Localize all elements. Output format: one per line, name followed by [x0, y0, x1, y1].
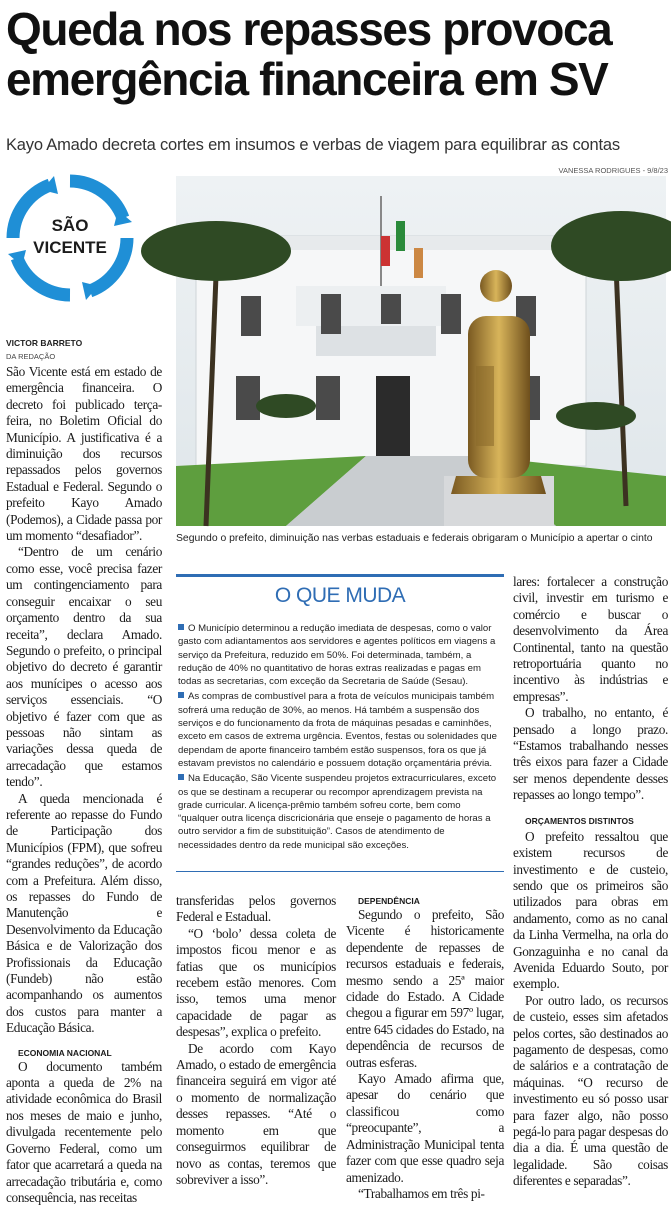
- box-bottom-rule: [176, 871, 504, 872]
- bullet-square-icon: [178, 692, 184, 698]
- paragraph: “O ‘bolo’ dessa coleta de impostos ficou menor e as fatias que os municípios recebem estão menores. Com isso, temos uma menor capacidade de pagar as despesas”, explica o prefeito.: [176, 925, 336, 1040]
- box-top-rule: [176, 574, 504, 577]
- paragraph: O documento também aponta a queda de 2% na atividade econômica do Brasil nos meses de maio e junho, divulgada recentemente pelo Governo Federal, como um fator que acarretará a queda na arrecadação tributária e, como consequência, nas receitas: [6, 1058, 162, 1205]
- article-column-1: [6, 364, 162, 1205]
- paragraph: A queda mencionada é referente ao repasse do Fundo de Participação dos Municípios (FPM), que sofreu “grandes reduções”, de acordo com a Prefeitura. Além disso, os repasses do Fundo de Manutenção e Desenvolvimento da Educação Básica e de Valorização dos Profissionais da Educação (Fundeb) não estão acompanhando os aumentos dos custos para manter a Educação Básica.: [6, 790, 162, 1036]
- paragraph: “Dentro de um cenário como esse, você precisa fazer um contingenciamento para conseguir encaixar o seu orçamento dentro da sua receita”, declara Amado. Segundo o prefeito, o principal objetivo do decreto é garantir aos munícipes o acesso aos serviços essenciais. “O objetivo é fazer com que as pessoas não sintam as variações dessa queda de arrecadação que estamos tendo”.: [6, 544, 162, 790]
- paragraph: lares: fortalecer a construção civil, investir em turismo e comércio e buscar o desenvolvimento da Área Continental, tanto na questão retroportuária quanto no incentivo às indústrias e empresas”.: [513, 574, 668, 704]
- bullet-square-icon: [178, 774, 184, 780]
- logo-line-2: VICENTE: [33, 238, 107, 257]
- paragraph: Segundo o prefeito, São Vicente é historicamente dependente de repasses de recursos estaduais e federais, mesmo sendo a 25ª maior cidade do Estado. A Cidade chegou a figurar em 597º lugar, entre 645 cidades do Estado, na dependência de recursos de outras esferas.: [346, 907, 504, 1070]
- subheadline: Kayo Amado decreta cortes em insumos e verbas de viagem para equilibrar as contas: [6, 136, 620, 154]
- headline: [6, 4, 668, 104]
- paragraph: “Trabalhamos em três pi-: [358, 1185, 485, 1201]
- headline-line-1: Queda nos repasses provoca: [6, 3, 612, 55]
- section-title: DEPENDÊNCIA: [358, 896, 420, 906]
- paragraph: O trabalho, no entanto, é pensado a longo prazo. “Estamos trabalhando nesses três eixos para fazer a Cidade ser menos dependente desses repasses ao longo tempo”.: [513, 705, 668, 803]
- box-item-text: Na Educação, São Vicente suspendeu projetos extracurriculares, exceto os que se destinam a recuperar ou recompor aprendizagem prevista na grade curricular. A licença-prêmio também sofreu corte, bem como “qualquer outra licença discricionária que enseje o pagamento de horas a outro servidor a fim de substituição”. Casos de atendimento de necessidades dentro da rede municipal são exceções.: [178, 773, 497, 851]
- paragraph: Por outro lado, os recursos de custeio, esses sim afetados pelos cortes, são destinados ao pagamento de despesas, como de salários e a contratação de máquinas. “O recurso de investimento eu só posso usar para fazer algo, não posso pegá-lo para pagar despesas do dia a dia. É uma questão de legalidade. São coisas diferentes e separadas”.: [513, 992, 668, 1189]
- byline-author: VICTOR BARRETO: [6, 338, 83, 348]
- box-item: [178, 772, 502, 852]
- box-item: [178, 622, 502, 688]
- headline-line-2: emergência financeira em SV: [6, 53, 608, 105]
- box-title: O QUE MUDA: [274, 584, 406, 607]
- photo-caption: Segundo o prefeito, diminuição nas verbas estaduais e federais obrigaram o Município a apertar o cinto: [176, 533, 653, 544]
- article-column-3: [346, 895, 504, 1201]
- paragraph: transferidas pelos governos Federal e Estadual.: [176, 893, 336, 925]
- what-changes-box: [176, 574, 504, 872]
- photo-credit: VANESSA RODRIGUES - 9/8/23: [558, 166, 668, 175]
- box-item: [178, 690, 502, 770]
- paragraph: Kayo Amado afirma que, apesar do cenário que classificou como “preocupante”, a Administração Municipal tenta fazer com que esse quadro seja amenizado.: [346, 1071, 504, 1185]
- paragraph: O prefeito ressaltou que existem recursos de investimento e de custeio, sendo que os primeiros são utilizados para obras em andamento, como as no canal da Linha Vermelha, na orla do Gonzaguinha e no canal da Avenida Eduardo Souto, por exemplo.: [513, 828, 668, 992]
- city-hall-photo: [176, 176, 666, 526]
- article-column-2: [176, 893, 336, 1187]
- bullet-square-icon: [178, 624, 184, 630]
- article-column-4: [513, 574, 668, 1189]
- logo-text: [6, 215, 134, 259]
- city-hall-illustration: [176, 176, 666, 526]
- paragraph: De acordo com Kayo Amado, o estado de emergência financeira seguirá em vigor até o momento de normalização desses repasses. “Até o momento em que conseguirmos equilibrar de novo as contas, teremos que sobreviver a isso”.: [176, 1040, 336, 1187]
- logo-line-1: SÃO: [51, 216, 89, 235]
- byline-desk: DA REDAÇÃO: [6, 352, 56, 361]
- box-item-text: O Município determinou a redução imediata de despesas, como o valor gasto com adiantamentos aos servidores e agentes políticos em viagens a serviço da Prefeitura, reduzido em 50%. Foi determinada, também, a redução de 40% no quantitativo de horas extras realizadas e pagas em todas as secretarias, com exceção da Secretaria de Saúde (Sesau).: [178, 623, 496, 688]
- box-item-text: As compras de combustível para a frota de veículos municipais também sofrerá uma redução de 30%, ao menos. Há também a suspensão dos serviços e do funcionamento da frota de máquinas pesadas e caminhões, exceto em casos de extrema urgência. Eventos, festas ou solenidades que dependam de aporte financeiro também estão suspensos, fora os que já estavam previstos no calendário e possuem dotação orçamentária prévia.: [178, 691, 497, 769]
- section-title: ECONOMIA NACIONAL: [18, 1047, 112, 1058]
- paragraph: São Vicente está em estado de emergência financeira. O decreto foi publicado terça-feira, no Boletim Oficial do Município. A justificativa é a diminuição dos recursos repassados pelos governos Estadual e Federal. Segundo o prefeito Kayo Amado (Podemos), a Cidade passa por um momento “desafiador”.: [6, 364, 162, 544]
- box-body: [176, 622, 504, 852]
- section-title: ORÇAMENTOS DISTINTOS: [525, 815, 634, 826]
